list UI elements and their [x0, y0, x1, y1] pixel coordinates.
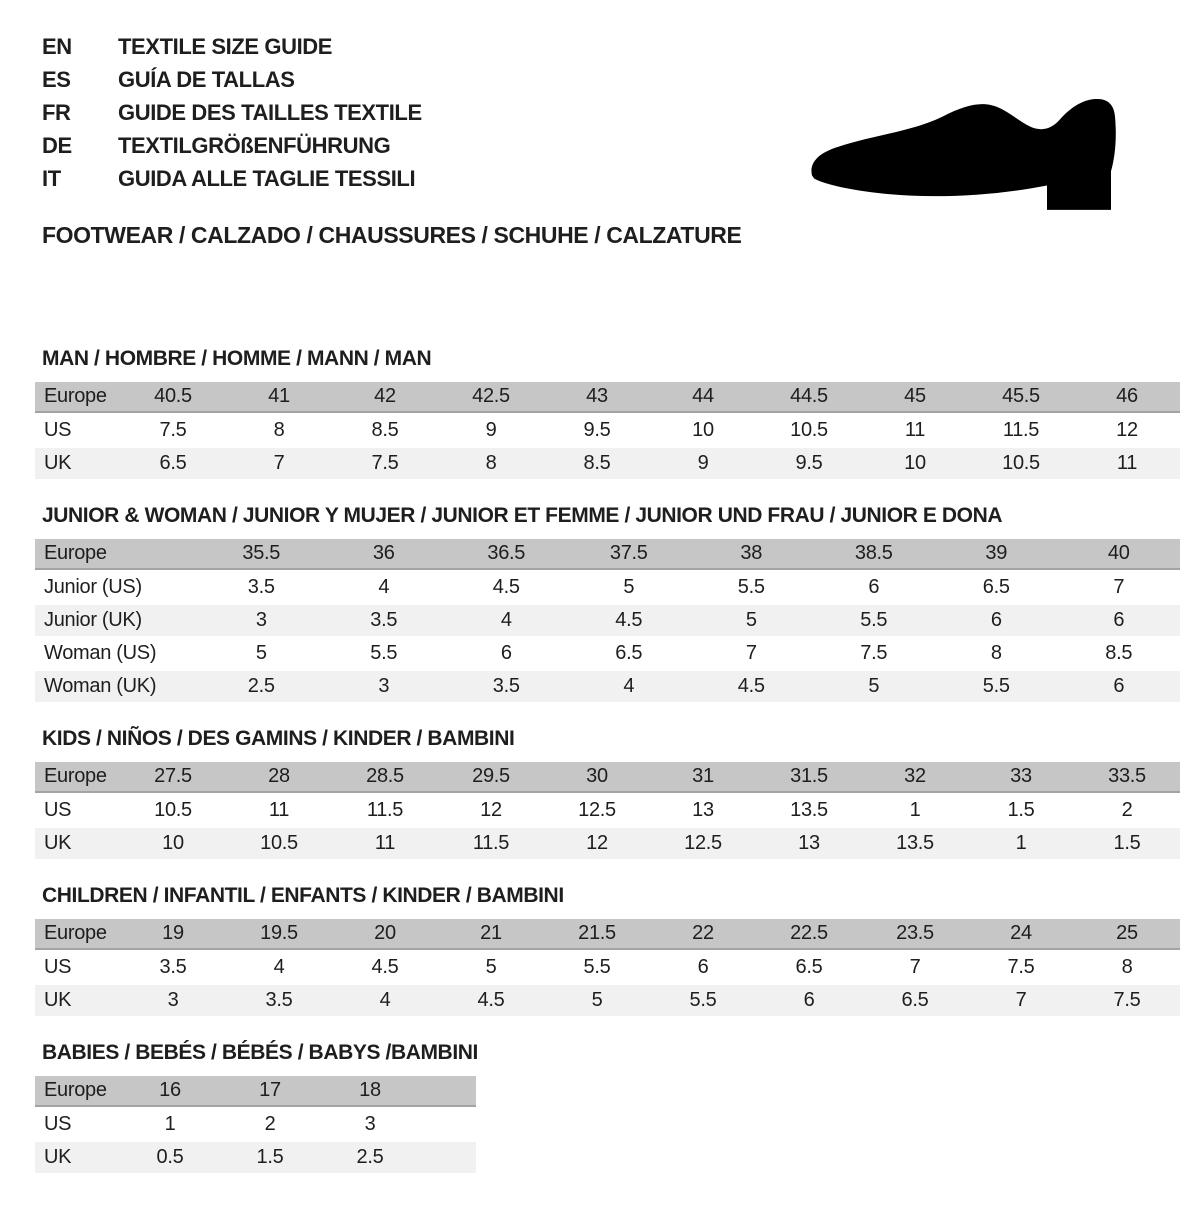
size-value: 1.5 [1007, 799, 1035, 821]
language-title: TEXTILE SIZE GUIDE [118, 33, 333, 59]
row-label: Junior (UK) [44, 609, 142, 631]
size-value: 4.5 [492, 576, 520, 598]
size-value: 8 [990, 642, 1002, 664]
table-header-row [35, 762, 1180, 793]
language-title: GUÍA DE TALLAS [118, 66, 295, 92]
size-value: 11 [374, 832, 396, 854]
size-value: 38 [740, 542, 763, 564]
size-value: 25 [1116, 922, 1138, 944]
row-label: UK [44, 452, 72, 474]
size-value: 10 [162, 832, 184, 854]
size-value: 2.5 [247, 675, 275, 697]
language-title: GUIDE DES TAILLES TEXTILE [118, 99, 422, 125]
size-table [35, 919, 1180, 1016]
size-value: 23.5 [896, 922, 934, 944]
size-value: 33 [1010, 765, 1032, 787]
size-value: 4.5 [371, 956, 399, 978]
row-label: Europe [44, 765, 107, 787]
size-value: 4 [378, 576, 390, 598]
size-section-babies [35, 1042, 1200, 1173]
size-value: 5.5 [982, 675, 1010, 697]
size-value: 7 [1113, 576, 1125, 598]
row-label: US [44, 419, 72, 441]
size-value: 27.5 [154, 765, 192, 787]
size-value: 6.5 [795, 956, 823, 978]
size-value: 12 [586, 832, 608, 854]
size-value: 9.5 [795, 452, 823, 474]
size-value: 3.5 [247, 576, 275, 598]
size-value: 7.5 [371, 452, 399, 474]
table-row [35, 415, 1180, 446]
size-value: 4.5 [477, 989, 505, 1011]
size-value: 32 [904, 765, 926, 787]
language-code: FR [42, 99, 71, 125]
size-section-man [35, 348, 1200, 479]
size-value: 4 [379, 989, 391, 1011]
size-value: 7 [909, 956, 921, 978]
size-value: 10 [692, 419, 714, 441]
language-title: GUIDA ALLE TAGLIE TESSILI [118, 165, 416, 191]
size-value: 4 [500, 609, 512, 631]
size-value: 11.5 [366, 799, 404, 821]
size-value: 21 [480, 922, 502, 944]
row-label: Woman (US) [44, 642, 157, 664]
section-title: BABIES / BEBÉS / BÉBÉS / BABYS /BAMBINI [42, 1041, 478, 1064]
size-value: 13 [798, 832, 820, 854]
size-value: 22 [692, 922, 714, 944]
size-value: 6 [868, 576, 880, 598]
language-row [42, 63, 1200, 96]
size-value: 8.5 [1105, 642, 1133, 664]
size-value: 29.5 [472, 765, 510, 787]
size-value: 10 [904, 452, 926, 474]
row-label: Europe [44, 922, 107, 944]
size-value: 5 [591, 989, 603, 1011]
size-value: 3 [364, 1113, 376, 1135]
size-value: 5 [255, 642, 267, 664]
language-code: ES [42, 66, 71, 92]
size-value: 10.5 [154, 799, 192, 821]
size-value: 6 [697, 956, 709, 978]
section-title: CHILDREN / INFANTIL / ENFANTS / KINDER / BAMBINI [42, 884, 564, 907]
size-value: 31.5 [790, 765, 828, 787]
size-value: 4 [623, 675, 635, 697]
size-value: 12.5 [578, 799, 616, 821]
size-value: 20 [374, 922, 396, 944]
size-value: 19.5 [260, 922, 298, 944]
size-value: 1 [909, 799, 921, 821]
size-value: 22.5 [790, 922, 828, 944]
size-value: 5.5 [689, 989, 717, 1011]
row-label: UK [44, 1146, 72, 1168]
size-value: 8.5 [371, 419, 399, 441]
size-value: 9 [697, 452, 709, 474]
size-value: 8.5 [583, 452, 611, 474]
size-value: 6.5 [615, 642, 643, 664]
size-value: 6.5 [982, 576, 1010, 598]
size-value: 7 [1015, 989, 1027, 1011]
size-section-kids [35, 728, 1200, 859]
size-value: 42 [374, 385, 396, 407]
table-row [35, 795, 1180, 826]
size-value: 28.5 [366, 765, 404, 787]
size-value: 19 [162, 922, 184, 944]
size-value: 44.5 [790, 385, 828, 407]
row-label: US [44, 799, 72, 821]
table-row [35, 572, 1180, 603]
size-value: 41 [268, 385, 290, 407]
size-value: 3.5 [265, 989, 293, 1011]
size-value: 28 [268, 765, 290, 787]
shoe-icon [805, 96, 1140, 216]
size-value: 3.5 [492, 675, 520, 697]
size-value: 6 [500, 642, 512, 664]
size-value: 42.5 [472, 385, 510, 407]
size-table [35, 1076, 476, 1173]
section-title: JUNIOR & WOMAN / JUNIOR Y MUJER / JUNIOR ET FEMME / JUNIOR UND FRAU / JUNIOR E DONA [42, 504, 1003, 527]
size-value: 45.5 [1002, 385, 1040, 407]
size-value: 16 [159, 1079, 181, 1101]
size-value: 11 [1116, 452, 1138, 474]
size-table [35, 762, 1180, 859]
row-label: Europe [44, 542, 107, 564]
size-value: 21.5 [578, 922, 616, 944]
language-code: DE [42, 132, 72, 158]
language-row [42, 30, 1200, 63]
size-value: 12.5 [684, 832, 722, 854]
size-value: 6 [1113, 675, 1125, 697]
size-value: 4 [273, 956, 285, 978]
size-value: 0.5 [156, 1146, 184, 1168]
row-label: Europe [44, 1079, 107, 1101]
size-value: 17 [259, 1079, 281, 1101]
table-header-row [35, 919, 1180, 950]
size-value: 10.5 [260, 832, 298, 854]
table-row [35, 638, 1180, 669]
table-row [35, 671, 1180, 702]
section-title: MAN / HOMBRE / HOMME / MANN / MAN [42, 347, 432, 370]
size-value: 31 [692, 765, 714, 787]
size-value: 6 [1113, 609, 1125, 631]
row-label: US [44, 956, 72, 978]
section-title: KIDS / NIÑOS / DES GAMINS / KINDER / BAMBINI [42, 727, 515, 750]
size-value: 12 [480, 799, 502, 821]
size-value: 7.5 [1007, 956, 1035, 978]
size-value: 5.5 [860, 609, 888, 631]
language-code: IT [42, 165, 61, 191]
table-row [35, 828, 1180, 859]
row-label: UK [44, 989, 72, 1011]
size-value: 7.5 [159, 419, 187, 441]
size-value: 7.5 [860, 642, 888, 664]
row-label: UK [44, 832, 72, 854]
size-value: 13 [692, 799, 714, 821]
size-value: 36 [372, 542, 395, 564]
size-value: 6.5 [159, 452, 187, 474]
size-value: 37.5 [609, 542, 648, 564]
size-value: 3 [167, 989, 179, 1011]
size-value: 8 [1121, 956, 1133, 978]
language-code: EN [42, 33, 72, 59]
size-value: 6.5 [901, 989, 929, 1011]
table-row [35, 1109, 476, 1140]
size-value: 40 [1107, 542, 1130, 564]
size-value: 36.5 [487, 542, 526, 564]
size-value: 8 [273, 419, 285, 441]
size-value: 30 [586, 765, 608, 787]
size-value: 39 [985, 542, 1008, 564]
size-value: 44 [692, 385, 714, 407]
size-value: 9.5 [583, 419, 611, 441]
size-value: 7.5 [1113, 989, 1141, 1011]
size-value: 45 [904, 385, 926, 407]
size-table [35, 539, 1180, 702]
size-value: 33.5 [1108, 765, 1146, 787]
size-value: 1 [1015, 832, 1027, 854]
table-row [35, 985, 1180, 1016]
size-value: 38.5 [854, 542, 893, 564]
size-value: 7 [273, 452, 285, 474]
size-table [35, 382, 1180, 479]
size-value: 3.5 [370, 609, 398, 631]
size-value: 2.5 [356, 1146, 384, 1168]
row-label: Woman (UK) [44, 675, 157, 697]
size-value: 13.5 [896, 832, 934, 854]
size-value: 3 [378, 675, 390, 697]
size-value: 43 [586, 385, 608, 407]
table-row [35, 605, 1180, 636]
size-value: 3.5 [159, 956, 187, 978]
size-value: 5 [868, 675, 880, 697]
size-value: 35.5 [242, 542, 281, 564]
table-row [35, 1142, 476, 1173]
table-header-row [35, 539, 1180, 570]
size-value: 24 [1010, 922, 1032, 944]
size-value: 5.5 [737, 576, 765, 598]
size-value: 11.5 [472, 832, 510, 854]
size-value: 40.5 [154, 385, 192, 407]
size-value: 2 [264, 1113, 276, 1135]
size-value: 18 [359, 1079, 381, 1101]
size-value: 5 [623, 576, 635, 598]
size-value: 5.5 [370, 642, 398, 664]
table-row [35, 952, 1180, 983]
size-value: 10.5 [790, 419, 828, 441]
row-label: US [44, 1113, 72, 1135]
size-value: 2 [1121, 799, 1133, 821]
category-title: FOOTWEAR / CALZADO / CHAUSSURES / SCHUHE / CALZATURE [42, 222, 742, 248]
size-value: 3 [255, 609, 267, 631]
size-value: 9 [485, 419, 497, 441]
size-value: 1.5 [1113, 832, 1141, 854]
size-value: 7 [745, 642, 757, 664]
table-header-row [35, 1076, 476, 1107]
size-value: 6 [990, 609, 1002, 631]
row-label: Europe [44, 385, 107, 407]
size-sections [35, 348, 1200, 1173]
size-value: 5 [485, 956, 497, 978]
size-section-children [35, 885, 1200, 1016]
table-row [35, 448, 1180, 479]
size-section-junior-woman [35, 505, 1200, 702]
table-header-row [35, 382, 1180, 413]
size-value: 11 [904, 419, 926, 441]
language-title: TEXTILGRÖßENFÜHRUNG [118, 132, 391, 158]
size-value: 11.5 [1002, 419, 1040, 441]
size-value: 11 [268, 799, 290, 821]
size-value: 5.5 [583, 956, 611, 978]
row-label: Junior (US) [44, 576, 142, 598]
size-value: 4.5 [737, 675, 765, 697]
footwear-size-guide [0, 30, 1200, 1173]
size-value: 13.5 [790, 799, 828, 821]
size-value: 12 [1116, 419, 1138, 441]
size-value: 46 [1116, 385, 1138, 407]
size-value: 5 [745, 609, 757, 631]
size-value: 1 [164, 1113, 176, 1135]
size-value: 4.5 [615, 609, 643, 631]
size-value: 8 [485, 452, 497, 474]
size-value: 1.5 [256, 1146, 284, 1168]
size-value: 10.5 [1002, 452, 1040, 474]
size-value: 6 [803, 989, 815, 1011]
